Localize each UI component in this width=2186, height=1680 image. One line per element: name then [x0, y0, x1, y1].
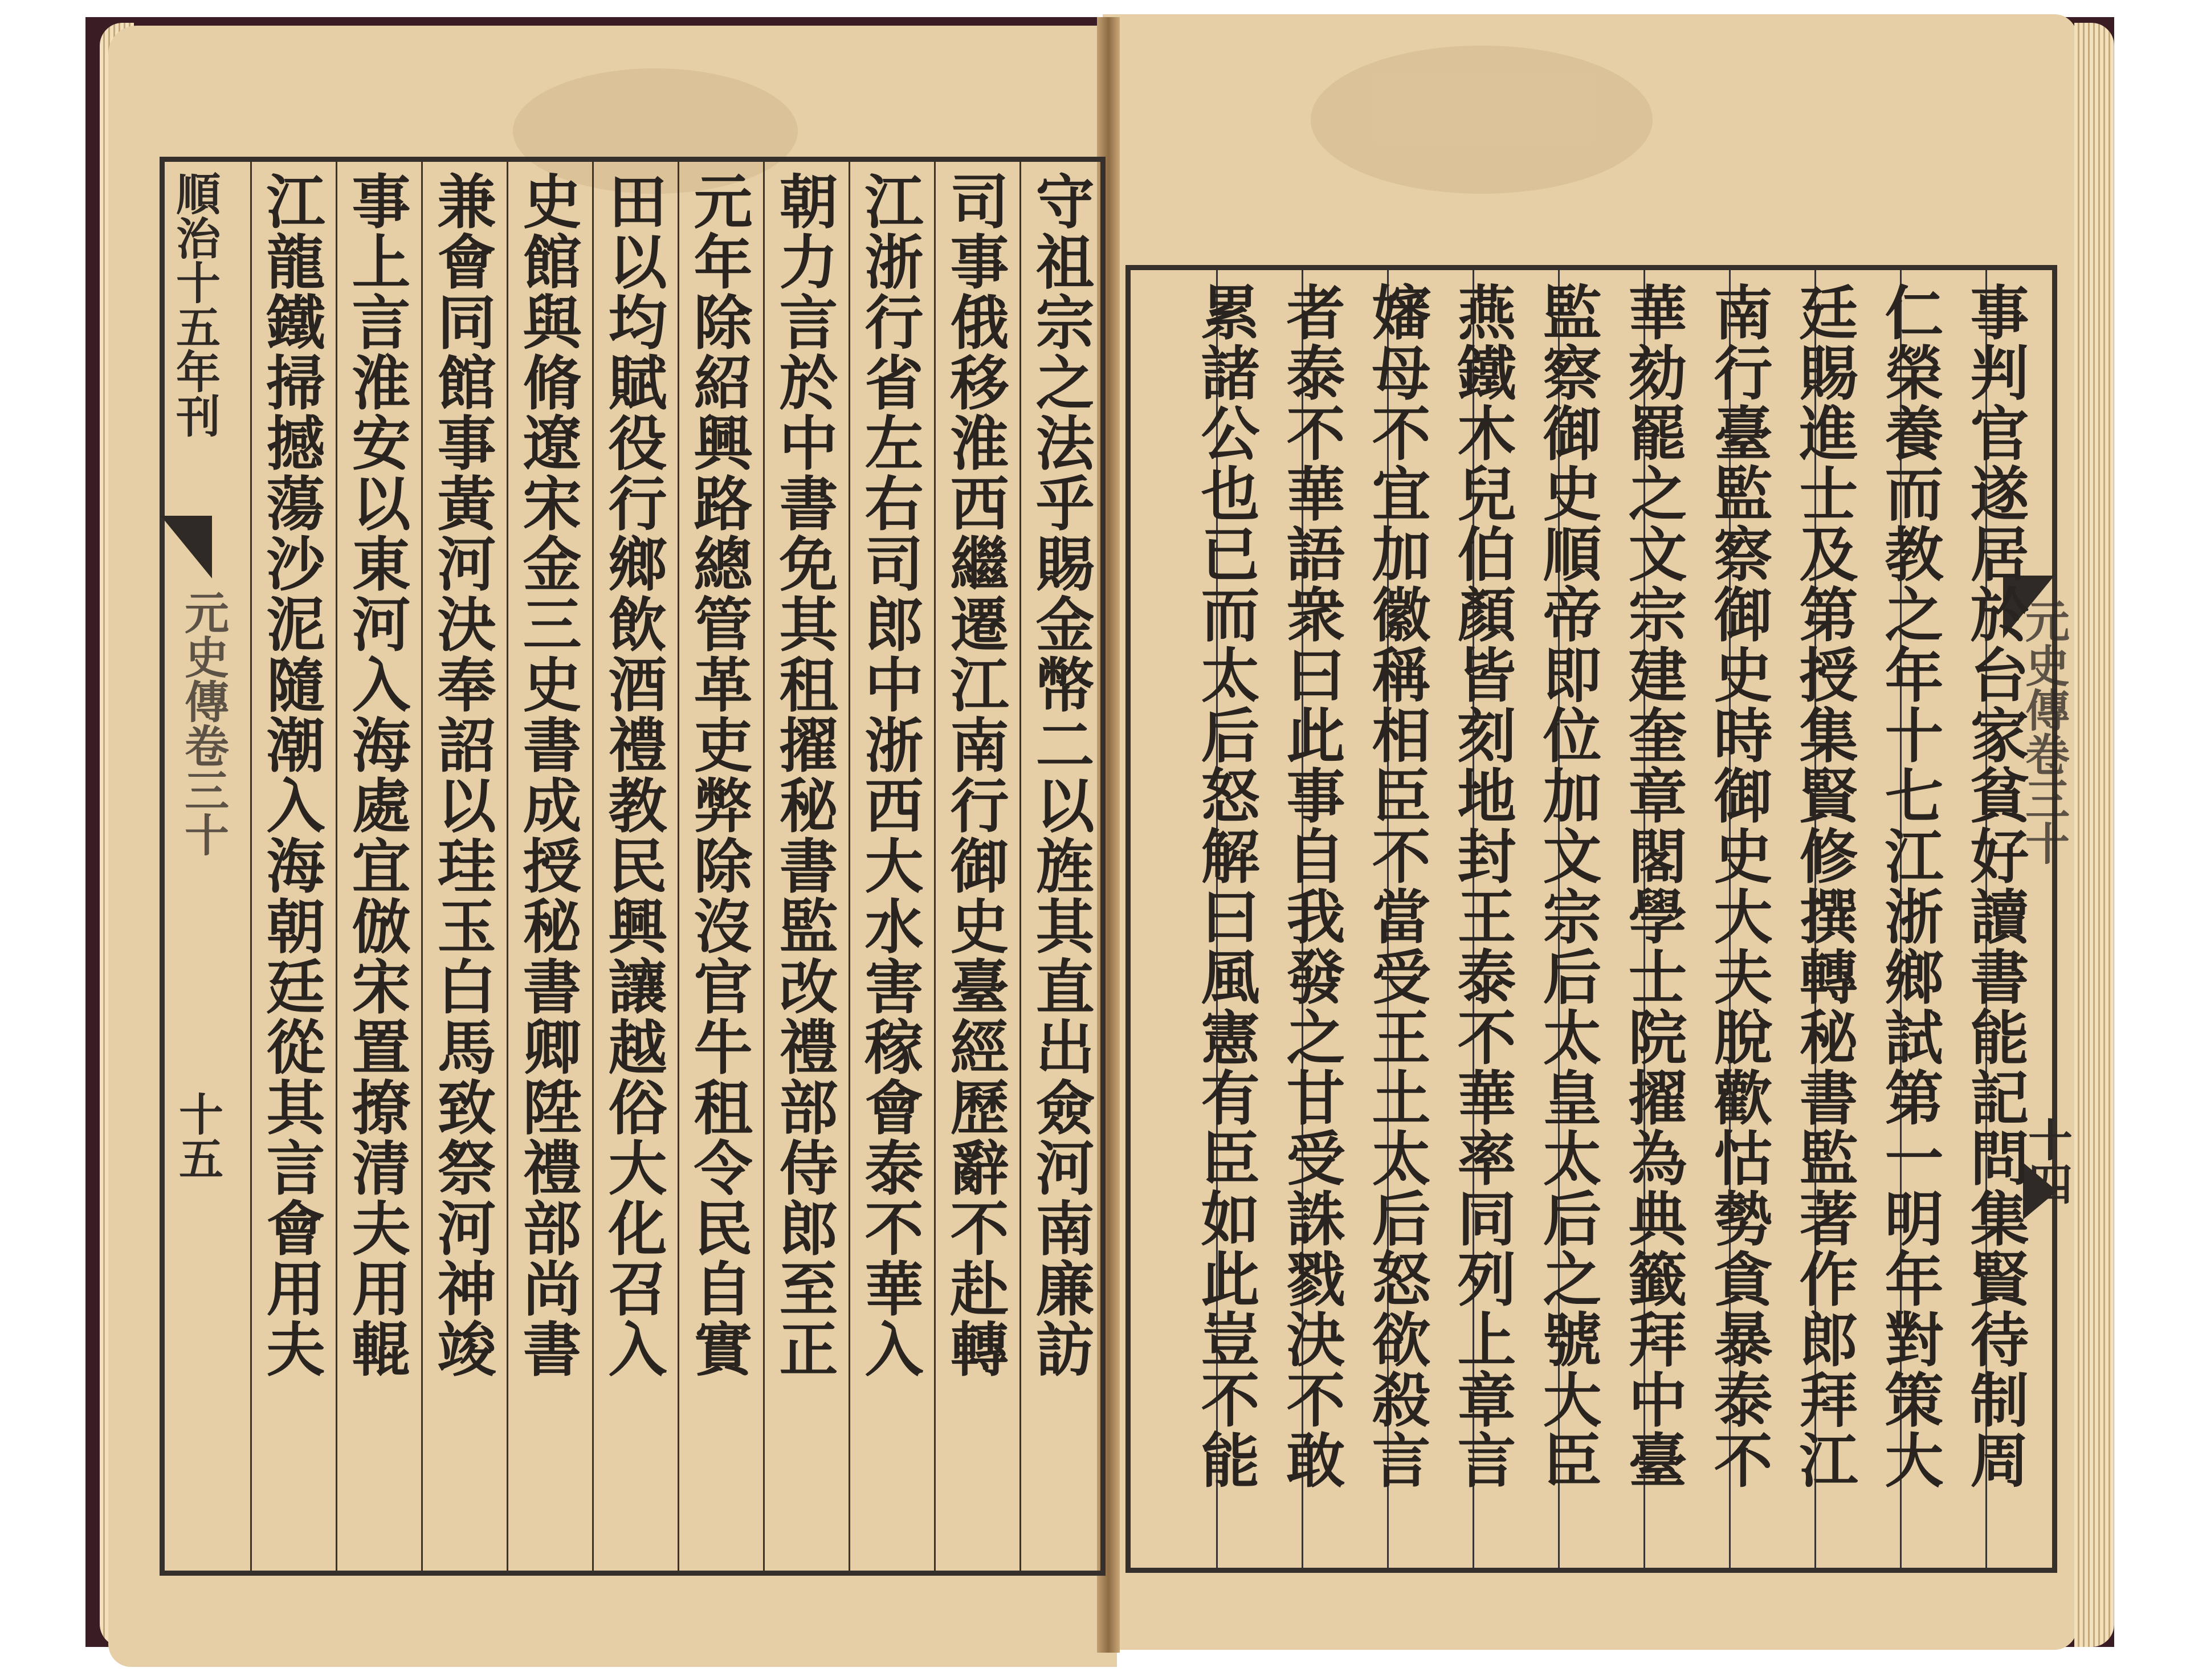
fish-tail-mark — [161, 516, 212, 578]
page-number: 十五 — [172, 1091, 223, 1180]
text-column: 仁榮養而教之年十七江浙鄉試第一明年對策大 — [1875, 282, 1944, 1490]
text-column: 江浙行省左右司郎中浙西大水害稼會泰不華入 — [855, 171, 924, 1379]
right-page-edges — [2074, 23, 2114, 1647]
page-number: 十四 — [2021, 1117, 2073, 1206]
text-column: 南行臺監察御史時御史大夫脫歡怙勢貪暴泰不 — [1704, 282, 1773, 1490]
paper-stain — [1311, 46, 1653, 194]
text-column: 朝力言於中書免其租擢秘書監改禮部侍郎至正 — [769, 171, 838, 1379]
text-column: 司事俄移淮西繼遷江南行御史臺經歷辭不赴轉 — [940, 171, 1009, 1379]
text-column: 守祖宗之法乎賜金幣二以旌其直出僉河南廉訪 — [1026, 171, 1095, 1379]
text-column: 元年除紹興路總管革吏弊除沒官牛租令民自實 — [684, 171, 753, 1379]
text-column: 廷賜進士及第授集賢修撰轉秘書監著作郎拜江 — [1789, 282, 1858, 1490]
text-column: 燕鐵木兒伯顏皆刻地封王泰不華率同列上章言 — [1447, 282, 1516, 1490]
text-column: 累諸公也已而太后怒解曰風憲有臣如此豈不能 — [1191, 282, 1260, 1490]
text-column: 兼會同館事黃河決奉詔以珪玉白馬致祭河神竣 — [427, 171, 496, 1379]
text-column: 華劾罷之文宗建奎章閣學士院擢為典籤拜中臺 — [1618, 282, 1687, 1490]
text-column: 田以均賦役行鄉飲酒禮教民興讓越俗大化召入 — [598, 171, 667, 1379]
text-column: 者泰不華語衆曰此事自我發之甘受誅戮決不敢 — [1276, 282, 1345, 1490]
text-column: 事上言淮安以東河入海處宜倣宋置撩清夫用輥 — [342, 171, 411, 1379]
book-title-margin: 元史傳卷三十 — [177, 590, 229, 857]
text-column: 事判官遂居於台家貧好讀書能記問集賢待制周 — [1960, 282, 2029, 1490]
text-column: 嬸母不宜加徽稱相臣不當受王土太后怒欲殺言 — [1362, 282, 1431, 1490]
edition-title: 順治十五年刊 — [169, 171, 221, 438]
book-title-margin: 元史傳卷三十 — [2018, 598, 2070, 865]
text-column: 監察御史順帝即位加文宗后太皇太后之號大臣 — [1533, 282, 1602, 1490]
text-column: 江龍鐵掃撼蕩沙泥隨潮入海朝廷從其言會用夫 — [256, 171, 325, 1379]
text-column: 史館與脩遼宋金三史書成授秘書卿陞禮部尚書 — [513, 171, 582, 1379]
